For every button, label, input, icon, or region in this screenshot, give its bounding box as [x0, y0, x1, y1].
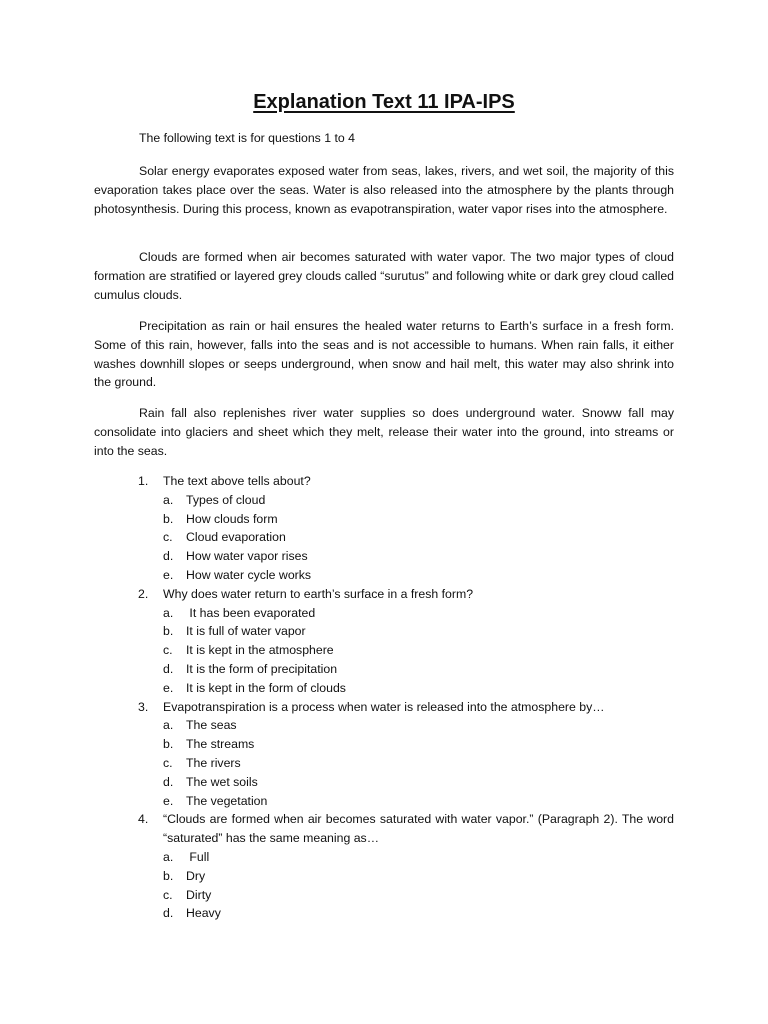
option-text: Dirty	[186, 887, 212, 902]
question-number: 1.	[138, 474, 149, 488]
option-text: It is the form of precipitation	[186, 661, 338, 676]
question-text: Evapotranspiration is a process when water is released into the atmosphere by…	[163, 699, 605, 714]
option-1c	[163, 528, 674, 547]
option-text: Dry	[186, 868, 206, 883]
option-text: It has been evaporated	[186, 605, 316, 620]
option-1d	[163, 547, 674, 566]
question-text: The text above tells about?	[163, 474, 311, 488]
question-2	[94, 585, 674, 698]
option-text: The seas	[186, 718, 237, 733]
option-1a	[163, 491, 674, 510]
option-text: It is kept in the atmosphere	[186, 643, 334, 658]
option-letter: a.	[163, 605, 174, 620]
paragraph-3: Precipitation as rain or hail ensures the healed water returns to Earth’s surface in a fresh form. Some of this rain, however, falls into the seas and is not accessible to humans. When rain falls, it either washes downhill slopes or seeps underground, when snow and hail melt, this water may also shrink into the ground.	[94, 319, 674, 390]
option-4d	[163, 904, 674, 923]
option-4b	[163, 867, 674, 886]
option-letter: b.	[163, 624, 174, 639]
option-letter: e.	[163, 680, 174, 695]
option-list	[163, 491, 674, 585]
option-3e	[163, 792, 674, 811]
option-text: It is kept in the form of clouds	[186, 680, 346, 695]
option-text: How clouds form	[186, 511, 278, 526]
option-2c	[163, 641, 674, 660]
intro-line: The following text is for questions 1 to 4	[139, 131, 355, 145]
option-letter: d.	[163, 774, 174, 789]
question-number: 4.	[138, 812, 149, 827]
paragraph-4: Rain fall also replenishes river water supplies so does underground water. Snoww fall may consolidate into glaciers and sheet which they melt, release their water into the ground, into streams or into the seas.	[94, 406, 674, 458]
question-3	[94, 698, 674, 811]
option-3d	[163, 773, 674, 792]
option-letter: d.	[163, 661, 174, 676]
option-text: Types of cloud	[186, 492, 266, 507]
option-text: The vegetation	[186, 793, 268, 808]
option-letter: b.	[163, 511, 174, 526]
option-letter: c.	[163, 530, 173, 545]
option-letter: c.	[163, 643, 173, 658]
option-2a	[163, 604, 674, 623]
question-4	[94, 810, 674, 923]
option-text: The wet soils	[186, 774, 258, 789]
option-4c	[163, 886, 674, 905]
option-list	[163, 604, 674, 698]
question-number: 3.	[138, 699, 149, 714]
option-2e	[163, 679, 674, 698]
option-letter: e.	[163, 793, 174, 808]
option-list	[163, 848, 674, 923]
option-text: Cloud evaporation	[186, 530, 286, 545]
option-list	[163, 716, 674, 810]
option-letter: c.	[163, 887, 173, 902]
question-text: Why does water return to earth’s surface in a fresh form?	[163, 586, 474, 601]
question-1	[94, 472, 674, 585]
option-letter: a.	[163, 718, 174, 733]
option-3a	[163, 716, 674, 735]
option-letter: a.	[163, 849, 174, 864]
option-text: How water vapor rises	[186, 549, 308, 564]
option-text: How water cycle works	[186, 567, 312, 582]
option-text: Full	[186, 849, 210, 864]
option-text: The rivers	[186, 755, 241, 770]
question-number: 2.	[138, 586, 149, 601]
question-text: “Clouds are formed when air becomes saturated with water vapor.” (Paragraph 2). The word “saturated” has the same meaning as…	[163, 812, 674, 846]
option-1b	[163, 510, 674, 529]
option-4a	[163, 848, 674, 867]
option-text: The streams	[186, 737, 255, 752]
option-1e	[163, 566, 674, 585]
paragraph-1: Solar energy evaporates exposed water from seas, lakes, rivers, and wet soil, the majority of this evaporation takes place over the seas. Water is also released into the atmosphere by the plants through photosynthesis. During this process, known as evapotranspiration, water vapor rises into the atmosphere.	[94, 164, 674, 216]
option-letter: d.	[163, 549, 174, 564]
option-letter: b.	[163, 737, 174, 752]
question-list	[94, 472, 674, 923]
option-letter: c.	[163, 755, 173, 770]
paragraph-2: Clouds are formed when air becomes saturated with water vapor. The two major types of cloud formation are stratified or layered grey clouds called “surutus” and following white or dark grey cloud called cumulus clouds.	[94, 250, 674, 302]
option-letter: d.	[163, 906, 174, 921]
page-title: Explanation Text 11 IPA-IPS	[253, 91, 515, 113]
option-3b	[163, 735, 674, 754]
option-text: It is full of water vapor	[186, 624, 306, 639]
option-2b	[163, 622, 674, 641]
option-3c	[163, 754, 674, 773]
option-letter: a.	[163, 492, 174, 507]
option-letter: b.	[163, 868, 174, 883]
option-letter: e.	[163, 567, 174, 582]
option-2d	[163, 660, 674, 679]
option-text: Heavy	[186, 906, 221, 921]
